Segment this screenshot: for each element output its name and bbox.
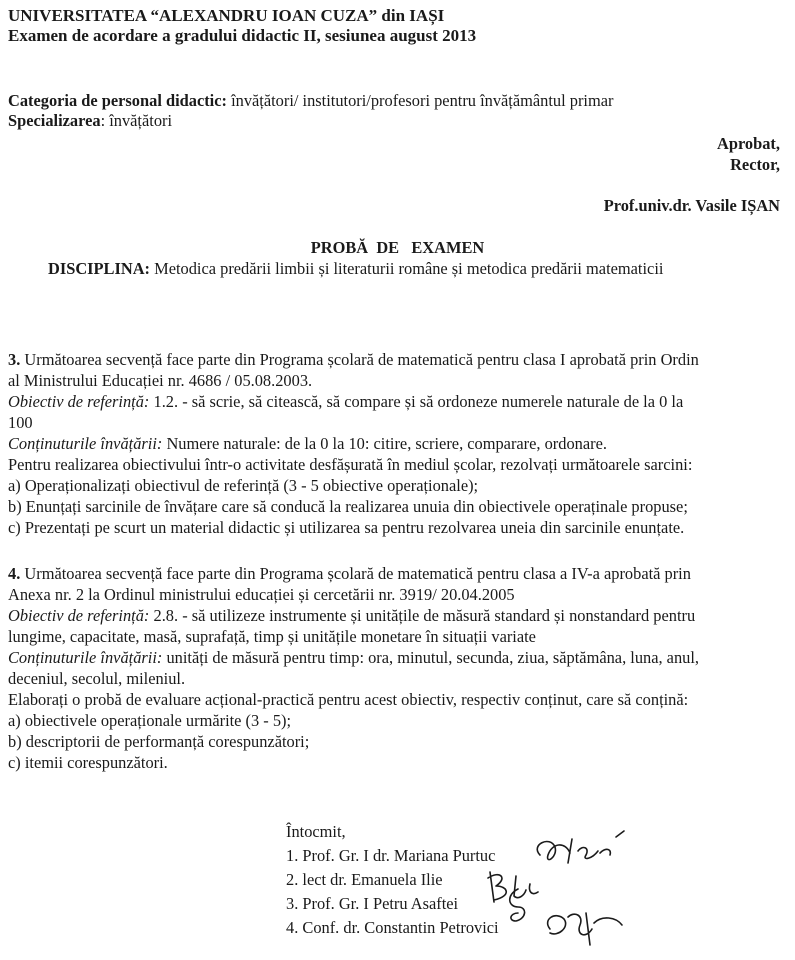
q4-intro-text: Următoarea secvență face parte din Programa școlară de matematică pentru clasa a IV-a aprobată prin	[24, 564, 691, 583]
q3-content-text: Numere naturale: de la 0 la 10: citire, scriere, comparare, ordonare.	[166, 434, 607, 453]
category-value: învățători/ institutori/profesori pentru învățământul primar	[231, 91, 614, 110]
approved-label: Aprobat,	[717, 134, 780, 153]
category-label: Categoria de personal didactic:	[8, 91, 227, 110]
q4-content-label: Conținuturile învățării:	[8, 648, 163, 667]
q3-intro-line2: al Ministrului Educației nr. 4686 / 05.08.2003.	[8, 371, 313, 390]
q4-intro-line2: Anexa nr. 2 la Ordinul ministrului educației și cercetării nr. 3919/ 20.04.2005	[8, 585, 515, 604]
rector-name: Prof.univ.dr. Vasile IȘAN	[603, 196, 780, 215]
q3-objective-line1	[8, 392, 683, 412]
q3-intro-text: Următoarea secvență face parte din Programa școlară de matematică pentru clasa I aprobată prin Ordin	[24, 350, 699, 369]
q4-task-c: c) itemii corespunzători.	[8, 753, 168, 772]
q3-task-intro: Pentru realizarea obiectivului într-o activitate desfășurată în mediul școlar, rezolvați următoarele sarcini:	[8, 455, 693, 474]
exam-title: PROBĂ DE EXAMEN	[310, 238, 485, 257]
signature-4	[540, 905, 630, 950]
q4-objective-line2: lungime, capacitate, masă, suprafață, timp și unitățile monetare în situații variate	[8, 627, 536, 646]
specialization-line	[8, 111, 172, 131]
discipline-line	[48, 259, 663, 279]
author-2: 2. lect dr. Emanuela Ilie	[286, 870, 443, 889]
q4-task-b: b) descriptorii de performanță corespunzători;	[8, 732, 310, 751]
q4-number: 4.	[8, 564, 21, 583]
author-4: 4. Conf. dr. Constantin Petrovici	[286, 918, 499, 937]
university-name: UNIVERSITATEA “ALEXANDRU IOAN CUZA” din IAȘI	[8, 6, 445, 25]
q4-content-line1	[8, 648, 699, 668]
authors-heading: Întocmit,	[286, 822, 346, 841]
q3-task-a: a) Operaționalizați obiectivul de referință (3 - 5 obiective operaționale);	[8, 476, 479, 495]
discipline-value: Metodica predării limbii și literaturii române și metodica predării matematicii	[154, 259, 664, 278]
q3-objective-label: Obiectiv de referință:	[8, 392, 150, 411]
q4-task-a: a) obiectivele operaționale urmărite (3 - 5);	[8, 711, 292, 730]
author-1: 1. Prof. Gr. I dr. Mariana Purtuc	[286, 846, 496, 865]
q4-objective-text: 2.8. - să utilizeze instrumente și unitățile de măsură standard și nonstandard pentru	[153, 606, 696, 625]
rector-label: Rector,	[730, 155, 780, 174]
q3-objective-text: 1.2. - să scrie, să citească, să compare și să ordoneze numerele naturale de la 0 la	[153, 392, 684, 411]
specialization-value: : învățători	[100, 111, 173, 130]
specialization-label: Specializarea	[8, 111, 101, 130]
q3-content-line	[8, 434, 607, 454]
q4-intro-line1	[8, 564, 691, 584]
q3-task-c: c) Prezentați pe scurt un material didactic și utilizarea sa pentru rezolvarea uneia din sarcinile enunțate.	[8, 518, 685, 537]
q3-intro-line1	[8, 350, 699, 370]
exam-session: Examen de acordare a gradului didactic II, sesiunea august 2013	[8, 26, 477, 45]
author-3: 3. Prof. Gr. I Petru Asaftei	[286, 894, 459, 913]
q3-content-label: Conținuturile învățării:	[8, 434, 163, 453]
q3-objective-line2: 100	[8, 413, 33, 432]
q3-task-b: b) Enunțați sarcinile de învățare care să conducă la realizarea unuia din obiectivele operaținale propuse;	[8, 497, 688, 516]
q3-number: 3.	[8, 350, 21, 369]
q4-objective-line1	[8, 606, 695, 626]
q4-objective-label: Obiectiv de referință:	[8, 606, 150, 625]
q4-content-text: unități de măsură pentru timp: ora, minutul, secunda, ziua, săptămâna, luna, anul,	[166, 648, 699, 667]
q4-task-intro: Elaborați o probă de evaluare acțional-practică pentru acest obiectiv, respectiv conținut, care să conțină:	[8, 690, 689, 709]
signature-3	[498, 885, 538, 925]
discipline-label: DISCIPLINA:	[48, 259, 151, 278]
category-line	[8, 91, 613, 111]
q4-content-line2: deceniul, secolul, mileniul.	[8, 669, 186, 688]
